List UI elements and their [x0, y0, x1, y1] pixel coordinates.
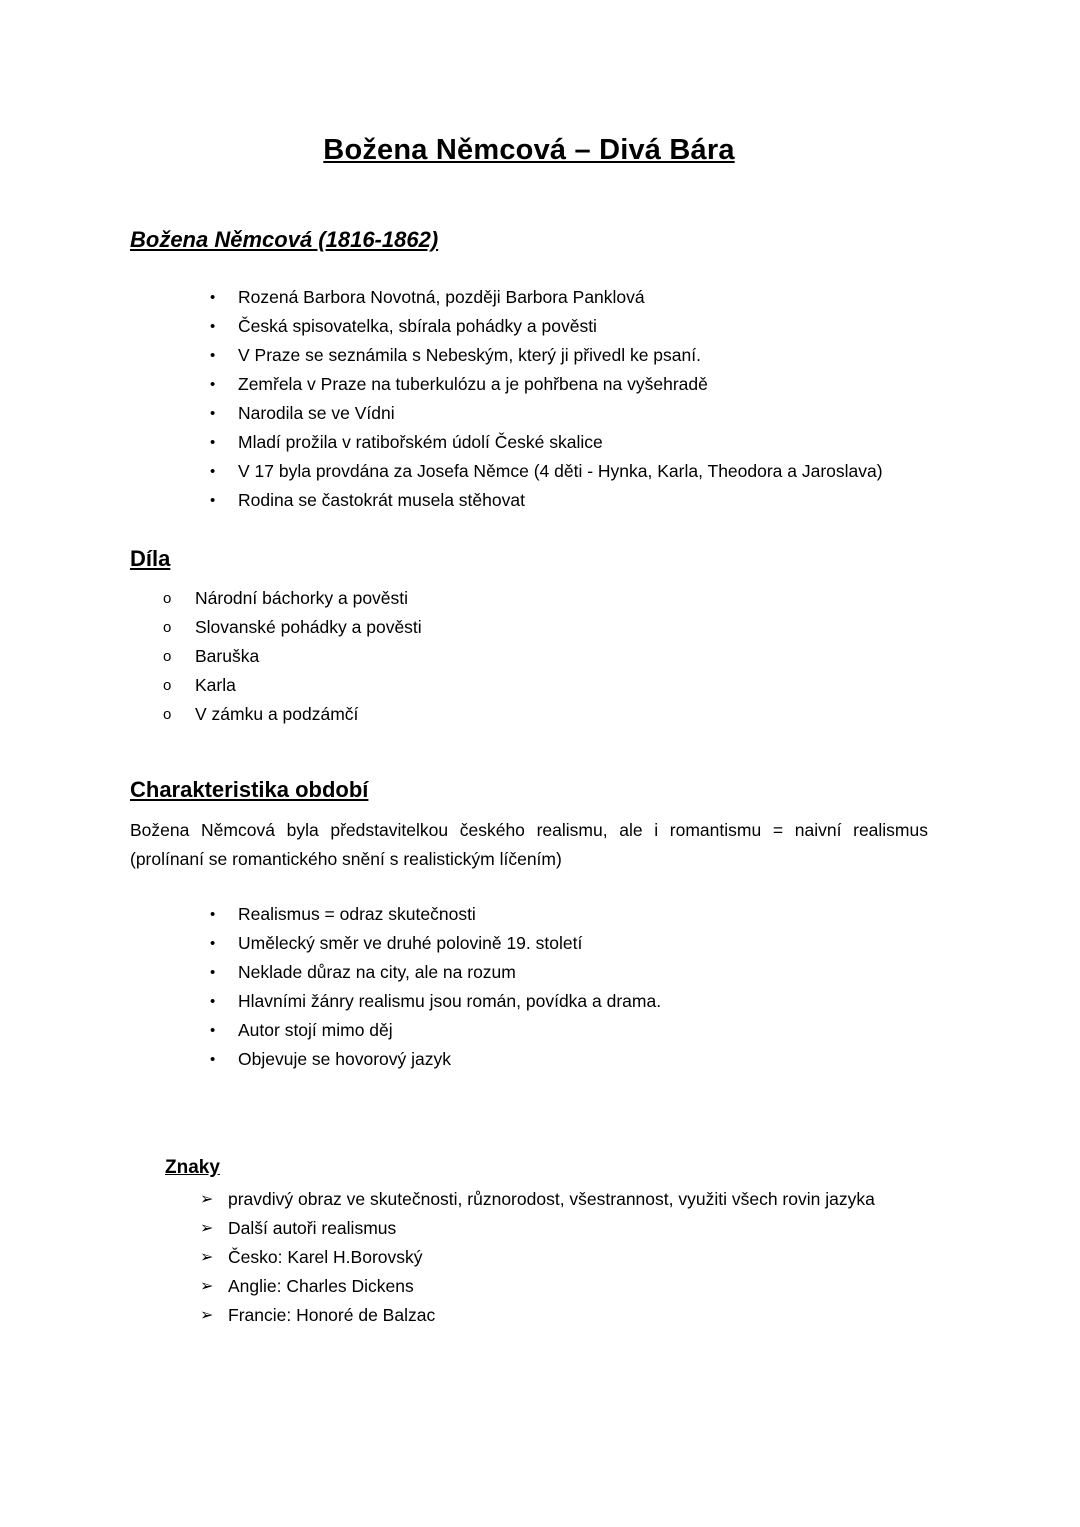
section-biography: [130, 227, 928, 515]
bullet-marker: •: [210, 1051, 216, 1068]
list-item: [163, 671, 928, 700]
list-item-text: Francie: Honoré de Balzac: [228, 1305, 436, 1325]
list-item-text: Realismus = odraz skutečnosti: [238, 904, 476, 924]
list-item: [210, 312, 928, 341]
period-intro-paragraph: Božena Němcová byla představitelkou českého realismu, ale i romantismu = naivní realismus (prolínaní se romantického snění s realistickým líčením): [130, 820, 928, 869]
bullet-marker: ➢: [200, 1191, 214, 1208]
list-item-text: Slovanské pohádky a pověsti: [195, 617, 422, 637]
list-item-text: Hlavními žánry realismu jsou román, povídka a drama.: [238, 991, 662, 1011]
list-item-text: Rodina se častokrát musela stěhovat: [238, 490, 525, 510]
bullet-marker: ➢: [200, 1278, 214, 1295]
list-item: [163, 584, 928, 613]
list-item-text: Rozená Barbora Novotná, později Barbora Panklová: [238, 287, 645, 307]
bullet-marker: •: [210, 964, 216, 981]
list-item: [210, 457, 928, 486]
list-item: [210, 428, 928, 457]
list-item-text: Další autoři realismus: [228, 1218, 397, 1238]
features-heading: Znaky: [165, 1157, 220, 1178]
list-item-text: Česká spisovatelka, sbírala pohádky a pověsti: [238, 316, 597, 336]
bullet-marker: •: [210, 434, 216, 451]
list-item: [163, 700, 928, 729]
bullet-marker: •: [210, 318, 216, 335]
features-list: [200, 1185, 928, 1330]
bullet-marker: o: [163, 619, 172, 636]
bullet-marker: ➢: [200, 1307, 214, 1324]
list-item: [200, 1301, 928, 1330]
list-item: [210, 370, 928, 399]
list-item: [210, 958, 928, 987]
list-item-text: V zámku a podzámčí: [195, 704, 359, 724]
list-item-text: Neklade důraz na city, ale na rozum: [238, 962, 516, 982]
list-item: [210, 486, 928, 515]
list-item-text: Narodila se ve Vídni: [238, 403, 395, 423]
bullet-marker: •: [210, 906, 216, 923]
list-item: [210, 283, 928, 312]
biography-heading: Božena Němcová (1816-1862): [130, 227, 439, 252]
period-heading: Charakteristika období: [130, 777, 369, 802]
bullet-marker: •: [210, 935, 216, 952]
bullet-marker: •: [210, 376, 216, 393]
section-works: [130, 546, 928, 729]
works-list: [163, 584, 928, 729]
bullet-marker: •: [210, 405, 216, 422]
list-item-text: Národní báchorky a pověsti: [195, 588, 409, 608]
list-item: [210, 1045, 928, 1074]
bullet-marker: •: [210, 492, 216, 509]
list-item: [210, 987, 928, 1016]
bullet-marker: o: [163, 706, 172, 723]
list-item-text: Anglie: Charles Dickens: [228, 1276, 414, 1296]
list-item: [200, 1185, 928, 1214]
list-item: [200, 1214, 928, 1243]
document-title: Božena Němcová – Divá Bára: [323, 134, 735, 166]
works-heading: Díla: [130, 546, 171, 571]
section-features: [130, 1156, 928, 1330]
list-item: [210, 399, 928, 428]
biography-list: [210, 283, 928, 515]
list-item: [163, 642, 928, 671]
list-item-text: Autor stojí mimo děj: [238, 1020, 393, 1040]
list-item: [200, 1272, 928, 1301]
bullet-marker: •: [210, 463, 216, 480]
list-item-text: Mladí prožila v ratibořském údolí České skalice: [238, 432, 603, 452]
bullet-marker: o: [163, 590, 172, 607]
list-item: [210, 341, 928, 370]
list-item-text: Karla: [195, 675, 236, 695]
list-item-text: V Praze se seznámila s Nebeským, který ji přivedl ke psaní.: [238, 345, 701, 365]
list-item: [210, 900, 928, 929]
bullet-marker: •: [210, 347, 216, 364]
period-list: [210, 900, 928, 1074]
list-item-text: V 17 byla provdána za Josefa Němce (4 děti - Hynka, Karla, Theodora a Jaroslava): [238, 461, 883, 481]
list-item-text: Objevuje se hovorový jazyk: [238, 1049, 452, 1069]
list-item: [210, 929, 928, 958]
bullet-marker: o: [163, 648, 172, 665]
list-item-text: Baruška: [195, 646, 260, 666]
bullet-marker: •: [210, 289, 216, 306]
list-item: [210, 1016, 928, 1045]
bullet-marker: o: [163, 677, 172, 694]
bullet-marker: ➢: [200, 1249, 214, 1266]
list-item-text: Zemřela v Praze na tuberkulózu a je pohřbena na vyšehradě: [238, 374, 708, 394]
list-item-text: Česko: Karel H.Borovský: [228, 1247, 423, 1267]
bullet-marker: •: [210, 993, 216, 1010]
bullet-marker: •: [210, 1022, 216, 1039]
bullet-marker: ➢: [200, 1220, 214, 1237]
list-item: [163, 613, 928, 642]
list-item-text: Umělecký směr ve druhé polovině 19. století: [238, 933, 583, 953]
section-period-characteristics: [130, 777, 928, 1074]
list-item: [200, 1243, 928, 1272]
list-item-text: pravdivý obraz ve skutečnosti, různorodost, všestrannost, využiti všech rovin jazyka: [228, 1189, 875, 1209]
